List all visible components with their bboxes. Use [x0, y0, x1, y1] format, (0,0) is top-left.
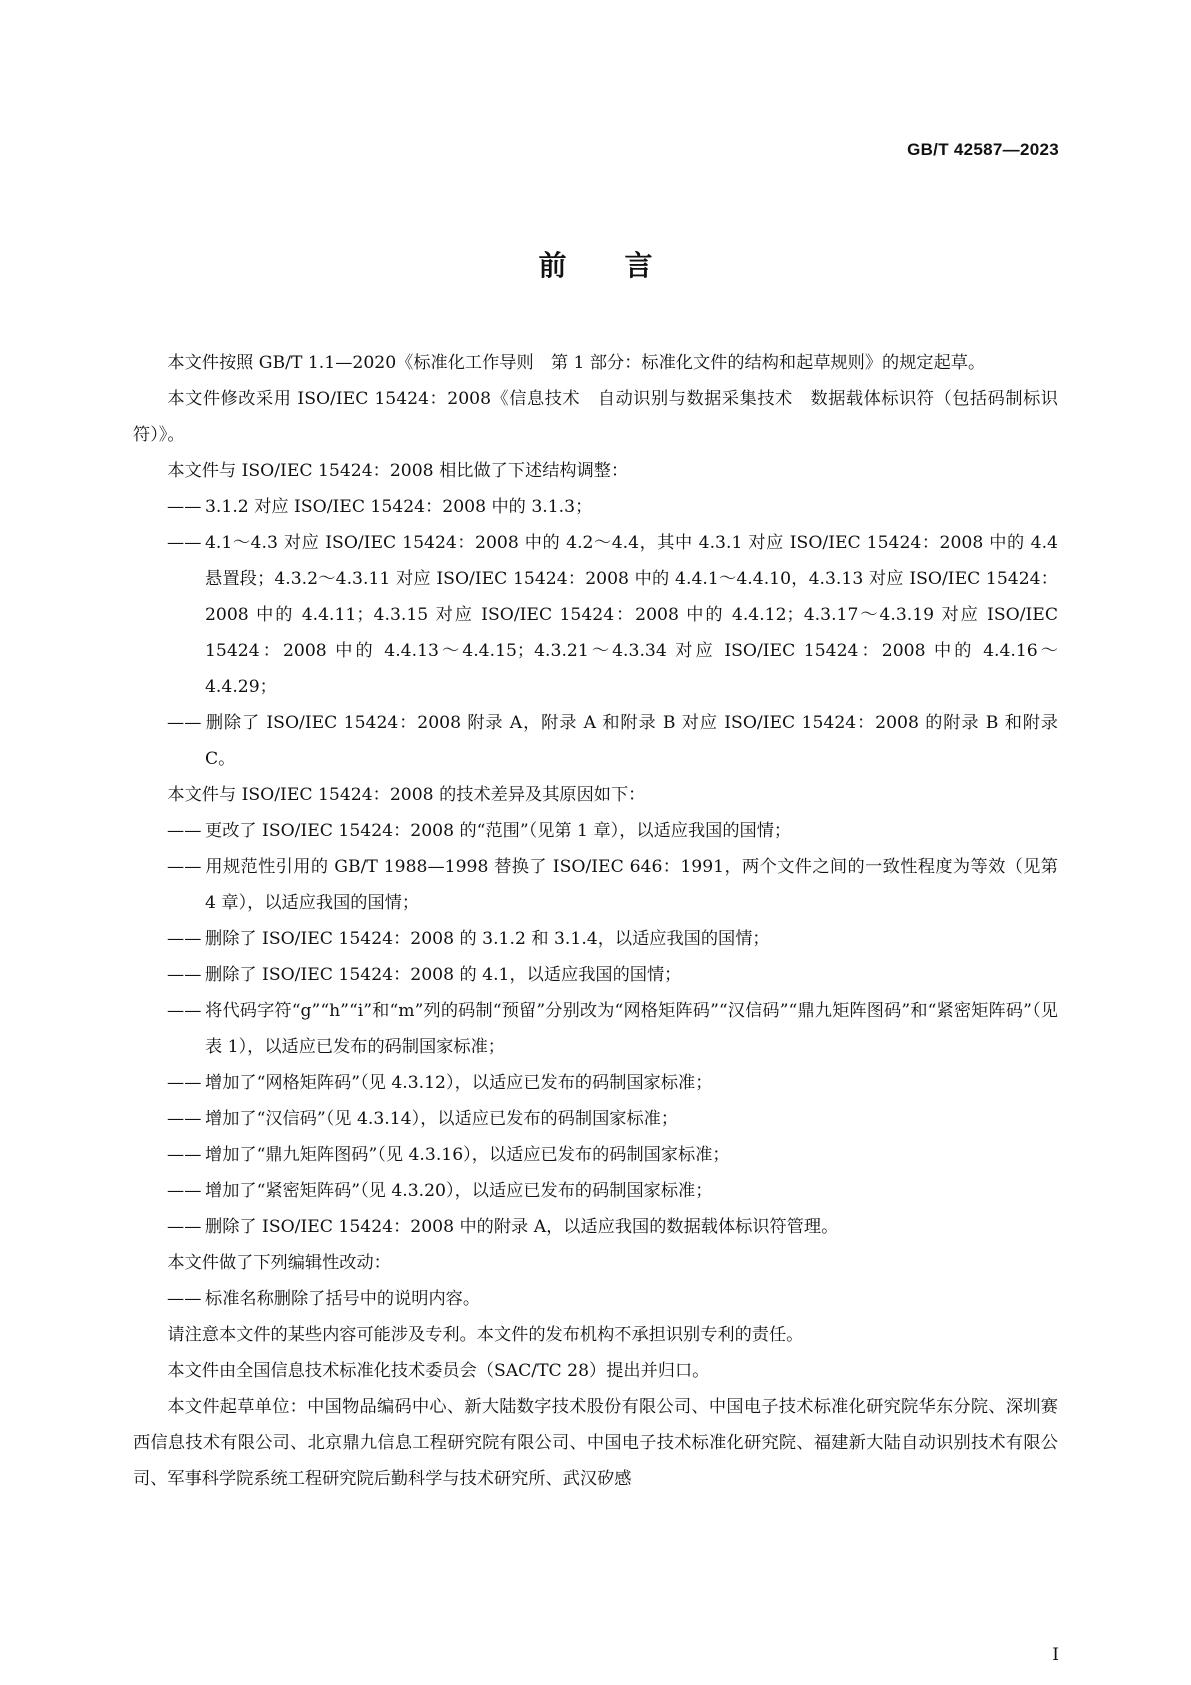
document-body: [133, 345, 1058, 1497]
paragraph-text: 3.1.2 对应 ISO/IEC 15424：2008 中的 3.1.3；: [205, 497, 593, 517]
paragraph-text: 删除了 ISO/IEC 15424：2008 中的附录 A，以适应我国的数据载体标识符管理。: [205, 1217, 839, 1237]
dash-list-item: [133, 1137, 1058, 1173]
paragraph: [133, 777, 1058, 813]
paragraph: [133, 453, 1058, 489]
paragraph-text: 请注意本文件的某些内容可能涉及专利。本文件的发布机构不承担识别专利的责任。: [167, 1325, 804, 1345]
dash-list-item: [133, 849, 1058, 921]
paragraph-text: 增加了“鼎九矩阵图码”（见 4.3.16），以适应已发布的码制国家标准；: [205, 1145, 730, 1165]
paragraph: [133, 1245, 1058, 1281]
list-dash: ——: [167, 857, 202, 877]
dash-list-item: [133, 1065, 1058, 1101]
list-dash: ——: [167, 1289, 202, 1309]
dash-list-item: [133, 813, 1058, 849]
paragraph-text: 本文件与 ISO/IEC 15424：2008 的技术差异及其原因如下：: [167, 785, 646, 805]
paragraph-text: 本文件与 ISO/IEC 15424：2008 相比做了下述结构调整：: [167, 461, 629, 481]
paragraph-text: 4.1～4.3 对应 ISO/IEC 15424：2008 中的 4.2～4.4，其中 4.3.1 对应 ISO/IEC 15424：2008 中的 4.4 悬置段；4.3.2～4.3.11 对应 ISO/IEC 15424：2008 中的 4.4.1～4.4.10，4.3.13 对应 ISO/IEC 15424：2008 中的 4.4.11；4.3.15 对应 ISO/IEC 15424：2008 中的 4.4.12；4.3.17～4.3.19 对应 ISO/IEC 15424：2008 中的 4.4.13～4.4.15；4.3.21～4.3.34 对应 ISO/IEC 15424：2008 中的 4.4.16～4.4.29；: [205, 533, 1058, 697]
paragraph-text: 更改了 ISO/IEC 15424：2008 的“范围”（见第 1 章），以适应我国的国情；: [205, 821, 792, 841]
dash-list-item: [133, 489, 1058, 525]
paragraph: [133, 381, 1058, 453]
dash-list-item: [133, 1281, 1058, 1317]
paragraph-text: 本文件按照 GB/T 1.1—2020《标准化工作导则 第 1 部分：标准化文件的结构和起草规则》的规定起草。: [167, 353, 986, 373]
dash-list-item: [133, 1209, 1058, 1245]
paragraph-text: 增加了“汉信码”（见 4.3.14），以适应已发布的码制国家标准；: [205, 1109, 679, 1129]
paragraph: [133, 1317, 1058, 1353]
list-dash: ——: [167, 929, 202, 949]
list-dash: ——: [167, 821, 202, 841]
dash-list-item: [133, 921, 1058, 957]
dash-list-item: [133, 705, 1058, 777]
dash-list-item: [133, 993, 1058, 1065]
list-dash: ——: [167, 1181, 202, 1201]
paragraph-text: 用规范性引用的 GB/T 1988—1998 替换了 ISO/IEC 646：1991，两个文件之间的一致性程度为等效（见第 4 章），以适应我国的国情；: [205, 857, 1058, 913]
paragraph: [133, 345, 1058, 381]
paragraph-text: 本文件做了下列编辑性改动：: [167, 1253, 391, 1273]
paragraph-text: 增加了“网格矩阵码”（见 4.3.12），以适应已发布的码制国家标准；: [205, 1073, 713, 1093]
list-dash: ——: [167, 497, 202, 517]
page-title: 前言: [538, 249, 711, 282]
standard-code: GB/T 42587—2023: [907, 140, 1059, 159]
list-dash: ——: [167, 533, 202, 553]
dash-list-item: [133, 957, 1058, 993]
list-dash: ——: [167, 1073, 202, 1093]
paragraph-text: 将代码字符“g”“h”“i”和“m”列的码制“预留”分别改为“网格矩阵码”“汉信码”“鼎九矩阵图码”和“紧密矩阵码”（见表 1），以适应已发布的码制国家标准；: [205, 1001, 1058, 1057]
paragraph-text: 本文件起草单位：中国物品编码中心、新大陆数字技术股份有限公司、中国电子技术标准化研究院华东分院、深圳赛西信息技术有限公司、北京鼎九信息工程研究院有限公司、中国电子技术标准化研究院、福建新大陆自动识别技术有限公司、军事科学院系统工程研究院后勤科学与技术研究所、武汉矽感: [133, 1397, 1058, 1489]
paragraph-text: 删除了 ISO/IEC 15424：2008 的 4.1，以适应我国的国情；: [205, 965, 682, 985]
dash-list-item: [133, 1101, 1058, 1137]
page-number: I: [1052, 1645, 1059, 1665]
dash-list-item: [133, 525, 1058, 705]
list-dash: ——: [167, 1145, 202, 1165]
paragraph-text: 本文件由全国信息技术标准化技术委员会（SAC/TC 28）提出并归口。: [167, 1361, 710, 1381]
paragraph: [133, 1353, 1058, 1389]
list-dash: ——: [167, 713, 202, 733]
paragraph-text: 增加了“紧密矩阵码”（见 4.3.20），以适应已发布的码制国家标准；: [205, 1181, 713, 1201]
paragraph-text: 本文件修改采用 ISO/IEC 15424：2008《信息技术 自动识别与数据采集技术 数据载体标识符（包括码制标识符）》。: [133, 389, 1058, 445]
list-dash: ——: [167, 1109, 202, 1129]
list-dash: ——: [167, 1217, 202, 1237]
dash-list-item: [133, 1173, 1058, 1209]
paragraph-text: 删除了 ISO/IEC 15424：2008 附录 A，附录 A 和附录 B 对应 ISO/IEC 15424：2008 的附录 B 和附录 C。: [205, 713, 1058, 769]
list-dash: ——: [167, 1001, 202, 1021]
paragraph: [133, 1389, 1058, 1497]
list-dash: ——: [167, 965, 202, 985]
paragraph-text: 删除了 ISO/IEC 15424：2008 的 3.1.2 和 3.1.4，以适应我国的国情；: [205, 929, 770, 949]
paragraph-text: 标准名称删除了括号中的说明内容。: [205, 1289, 481, 1309]
